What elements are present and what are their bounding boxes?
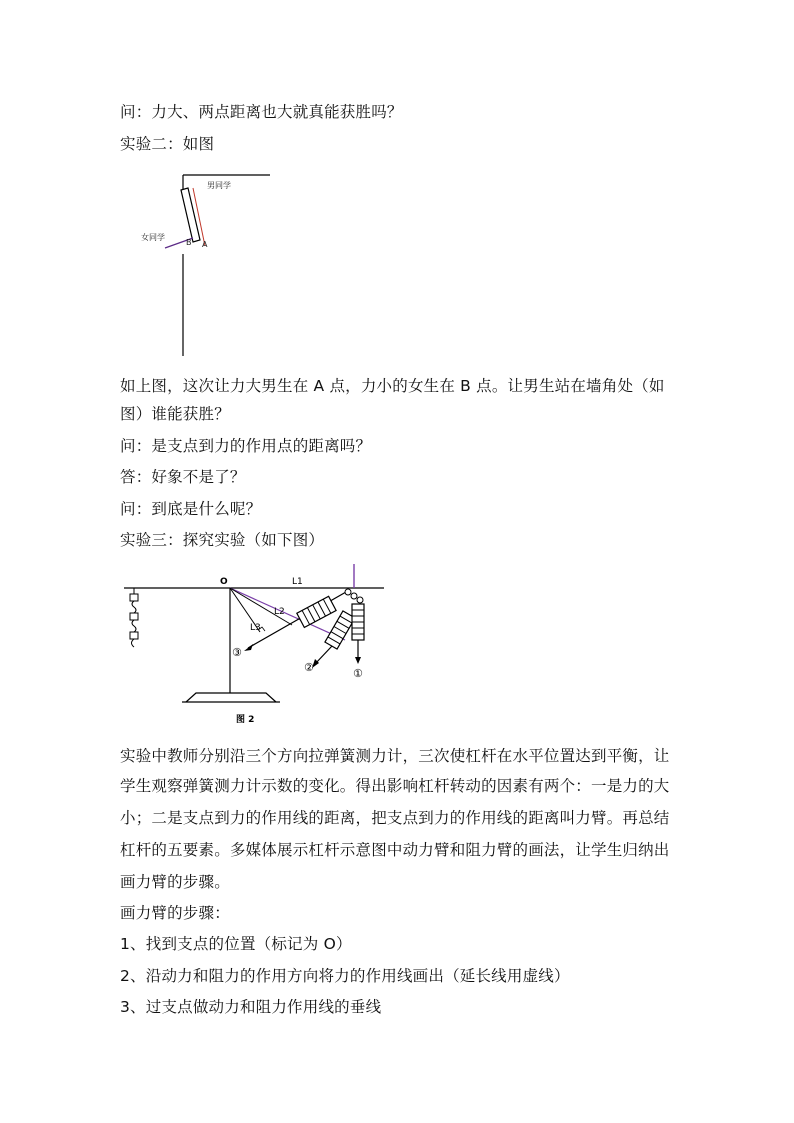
paragraph-line: 画力臂的步骤。 [120,873,230,891]
paragraph-line: 问：到底是什么呢？ [120,500,262,518]
label-l1: L1 [292,577,303,587]
label-boy: 男同学 [207,181,231,190]
figure-caption: 图 2 [236,715,255,725]
label-girl: 女同学 [141,233,165,242]
label-b: B [186,238,192,247]
label-l2: L2 [274,607,285,617]
paragraph-line: 实验中教师分别沿三个方向拉弹簧测力计，三次使杠杆在水平位置达到平衡，让 [120,747,670,765]
label-fulcrum-o: O [220,577,228,587]
paragraph-line: 实验三：探究实验（如下图） [120,531,325,549]
figure-door-experiment [135,168,275,360]
paragraph-line: 实验二：如图 [120,135,215,153]
label-circle-1: ① [353,667,363,680]
paragraph-line: 问：力大、两点距离也大就真能获胜吗？ [120,103,403,121]
paragraph-line: 图）谁能获胜？ [120,405,230,423]
paragraph-line: 问：是支点到力的作用点的距离吗？ [120,437,372,455]
paragraph-line: 小；二是支点到力的作用线的距离，把支点到力的作用线的距离叫力臂。再总结 [120,809,670,827]
label-circle-3: ③ [232,646,242,659]
paragraph-line: 3、过支点做动力和阻力作用线的垂线 [120,998,382,1016]
paragraph-line: 答：好象不是了？ [120,468,246,486]
label-l3: L3 [250,623,261,633]
label-circle-2: ② [304,661,314,674]
label-a: A [202,240,208,249]
paragraph-line: 画力臂的步骤： [120,904,230,922]
paragraph-line: 学生观察弹簧测力计示数的变化。得出影响杠杆转动的因素有两个：一是力的大 [120,777,670,795]
figure-lever-experiment [120,560,400,728]
paragraph-line: 1、找到支点的位置（标记为 O） [120,935,352,953]
paragraph-line: 杠杆的五要素。多媒体展示杠杆示意图中动力臂和阻力臂的画法，让学生归纳出 [120,841,670,859]
paragraph-line: 2、沿动力和阻力的作用方向将力的作用线画出（延长线用虚线） [120,967,570,985]
paragraph-line: 如上图，这次让力大男生在 A 点，力小的女生在 B 点。让男生站在墙角处（如 [120,377,665,395]
